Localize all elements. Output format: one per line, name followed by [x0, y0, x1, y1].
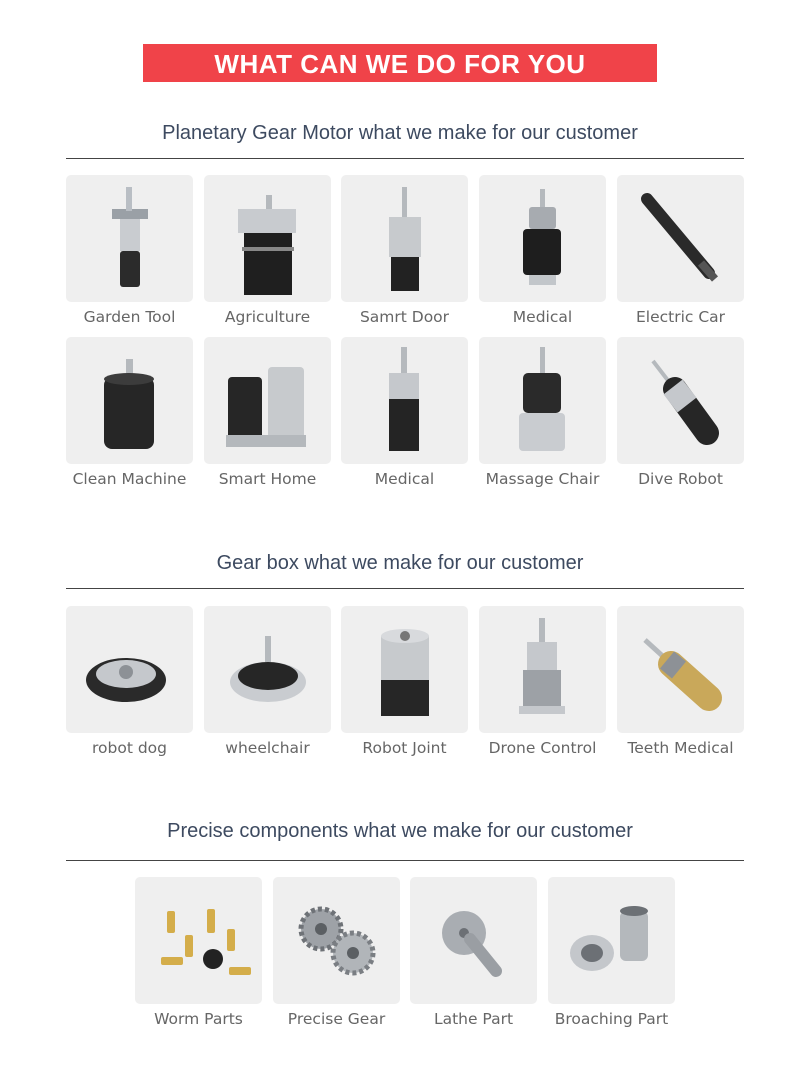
product-label: Worm Parts — [154, 1010, 243, 1028]
product-label: Garden Tool — [83, 308, 176, 326]
product-label: Precise Gear — [287, 1010, 386, 1028]
product-label: Clean Machine — [72, 470, 187, 488]
product-label: Lathe Part — [433, 1010, 514, 1028]
flat-gearbox-icon — [66, 606, 193, 733]
joint-gearbox-icon — [341, 606, 468, 733]
stepper-gearmotor-icon — [204, 175, 331, 302]
linear-actuator-icon — [617, 175, 744, 302]
section-divider — [66, 158, 744, 159]
product-label: Smart Home — [218, 470, 317, 488]
silver-gearmotor-icon — [479, 337, 606, 464]
stepper-gearmotor-icon — [341, 337, 468, 464]
product-card[interactable] — [617, 606, 744, 757]
product-label: Broaching Part — [554, 1010, 669, 1028]
page-banner: WHAT CAN WE DO FOR YOU — [143, 44, 657, 82]
product-card[interactable] — [204, 175, 331, 326]
product-card[interactable] — [479, 337, 606, 488]
product-label: Massage Chair — [485, 470, 600, 488]
product-card[interactable] — [479, 175, 606, 326]
drone-gearbox-icon — [479, 606, 606, 733]
product-card[interactable] — [341, 175, 468, 326]
product-card[interactable] — [617, 175, 744, 326]
stepper-planetary-icon — [341, 175, 468, 302]
product-card[interactable] — [135, 877, 262, 1028]
product-card[interactable] — [66, 337, 193, 488]
round-gearmotor-icon — [66, 337, 193, 464]
product-label: robot dog — [91, 739, 167, 757]
product-card[interactable] — [273, 877, 400, 1028]
product-label: Electric Car — [635, 308, 726, 326]
dual-motor-icon — [204, 337, 331, 464]
product-card[interactable] — [479, 606, 606, 757]
brass-gearmotor-icon — [617, 606, 744, 733]
lathe-part-icon — [410, 877, 537, 1004]
product-label: Samrt Door — [359, 308, 450, 326]
product-label: Teeth Medical — [627, 739, 734, 757]
product-card[interactable] — [410, 877, 537, 1028]
section-title-gearbox: Gear box what we make for our customer — [216, 552, 584, 574]
motor-flange-icon — [66, 175, 193, 302]
product-label: wheelchair — [225, 739, 310, 757]
spur-gear-icon — [273, 877, 400, 1004]
product-card[interactable] — [204, 337, 331, 488]
product-label: Drone Control — [488, 739, 597, 757]
product-label: Medical — [512, 308, 573, 326]
product-label: Medical — [374, 470, 435, 488]
product-card[interactable] — [66, 606, 193, 757]
section-divider — [66, 588, 744, 589]
product-label: Dive Robot — [638, 470, 723, 488]
product-card[interactable] — [341, 337, 468, 488]
dc-gearmotor-icon — [479, 175, 606, 302]
section-title-components: Precise components what we make for our customer — [167, 820, 633, 842]
product-card[interactable] — [204, 606, 331, 757]
product-label: Agriculture — [224, 308, 311, 326]
section-divider — [66, 860, 744, 861]
product-card[interactable] — [548, 877, 675, 1028]
product-card[interactable] — [341, 606, 468, 757]
product-card[interactable] — [617, 337, 744, 488]
section-title-planetary: Planetary Gear Motor what we make for our customer — [162, 122, 638, 144]
tilted-motor-icon — [617, 337, 744, 464]
worm-parts-icon — [135, 877, 262, 1004]
hub-gearbox-icon — [204, 606, 331, 733]
product-label: Robot Joint — [362, 739, 447, 757]
broached-sleeve-icon — [548, 877, 675, 1004]
product-card[interactable] — [66, 175, 193, 326]
